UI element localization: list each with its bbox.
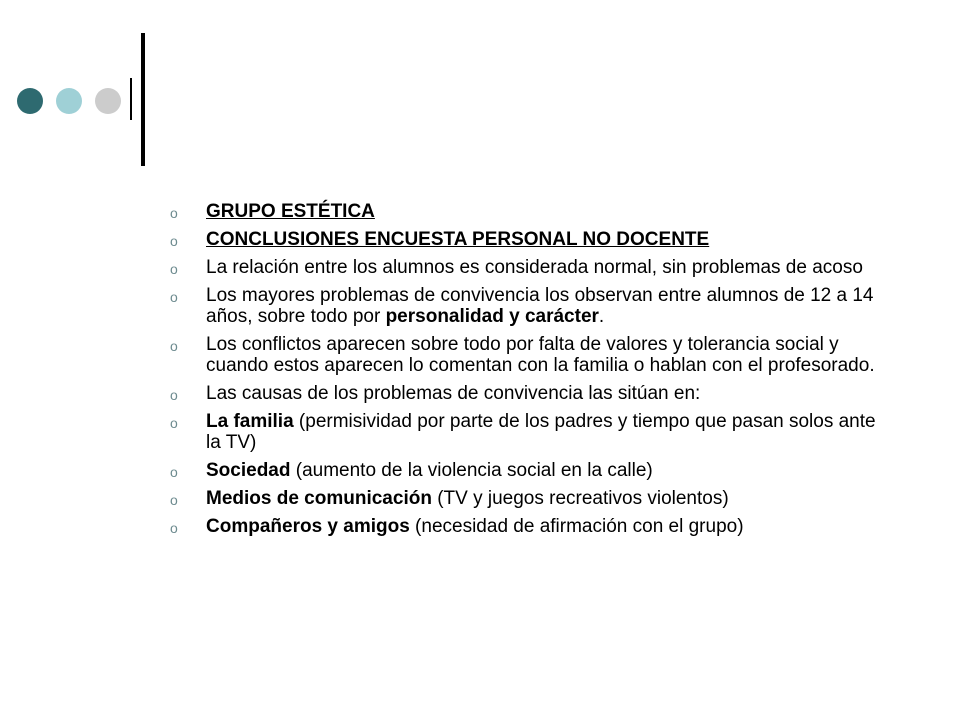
- list-item: [170, 488, 890, 509]
- bullet-marker: o: [170, 205, 178, 221]
- list-item: [170, 334, 890, 376]
- item-bold-text: Medios de comunicación: [206, 488, 432, 509]
- item-bold-text: La familia: [206, 411, 294, 432]
- bullet-marker: o: [170, 387, 178, 403]
- item-text-suffix: .: [598, 306, 605, 327]
- decorative-bar-short: [130, 78, 132, 120]
- dot-gray: [95, 88, 121, 114]
- list-item: [170, 285, 890, 327]
- list-item: [170, 516, 890, 537]
- bullet-marker: o: [170, 338, 178, 354]
- item-bold-text: personalidad y carácter: [385, 306, 599, 327]
- item-text: La relación entre los alumnos es considerada normal, sin problemas de acoso: [206, 257, 863, 278]
- heading-conclusions: CONCLUSIONES ENCUESTA PERSONAL NO DOCENTE: [206, 229, 710, 250]
- decorative-dots: [17, 88, 127, 114]
- dot-light-teal: [56, 88, 82, 114]
- bullet-marker: o: [170, 261, 178, 277]
- decorative-bar-long: [141, 33, 145, 166]
- bullet-marker: o: [170, 464, 178, 480]
- dot-dark-teal: [17, 88, 43, 114]
- list-item: [170, 460, 890, 481]
- slide-bullet-list: [170, 201, 890, 544]
- bullet-marker: o: [170, 233, 178, 249]
- list-item: [170, 383, 890, 404]
- bullet-marker: o: [170, 289, 178, 305]
- list-item: [170, 229, 890, 250]
- item-text: Los conflictos aparecen sobre todo por falta de valores y tolerancia social y cuando estos aparecen lo comentan con la familia o hablan con el profesorado.: [206, 334, 875, 376]
- bullet-marker: o: [170, 415, 178, 431]
- item-bold-text: Compañeros y amigos: [206, 516, 410, 537]
- item-text-suffix: (TV y juegos recreativos violentos): [431, 488, 729, 509]
- heading-group: GRUPO ESTÉTICA: [206, 201, 375, 222]
- list-item: [170, 201, 890, 222]
- item-text-suffix: (necesidad de afirmación con el grupo): [409, 516, 744, 537]
- item-text-suffix: (permisividad por parte de los padres y tiempo que pasan solos ante la TV): [206, 411, 876, 453]
- item-text: Los mayores problemas de convivencia los observan entre alumnos de 12 a 14 años, sobre todo por: [206, 285, 874, 327]
- bullet-marker: o: [170, 520, 178, 536]
- list-item: [170, 257, 890, 278]
- bullet-marker: o: [170, 492, 178, 508]
- item-text-suffix: (aumento de la violencia social en la calle): [290, 460, 653, 481]
- list-item: [170, 411, 890, 453]
- item-bold-text: Sociedad: [206, 460, 291, 481]
- item-text: Las causas de los problemas de convivencia las sitúan en:: [206, 383, 701, 404]
